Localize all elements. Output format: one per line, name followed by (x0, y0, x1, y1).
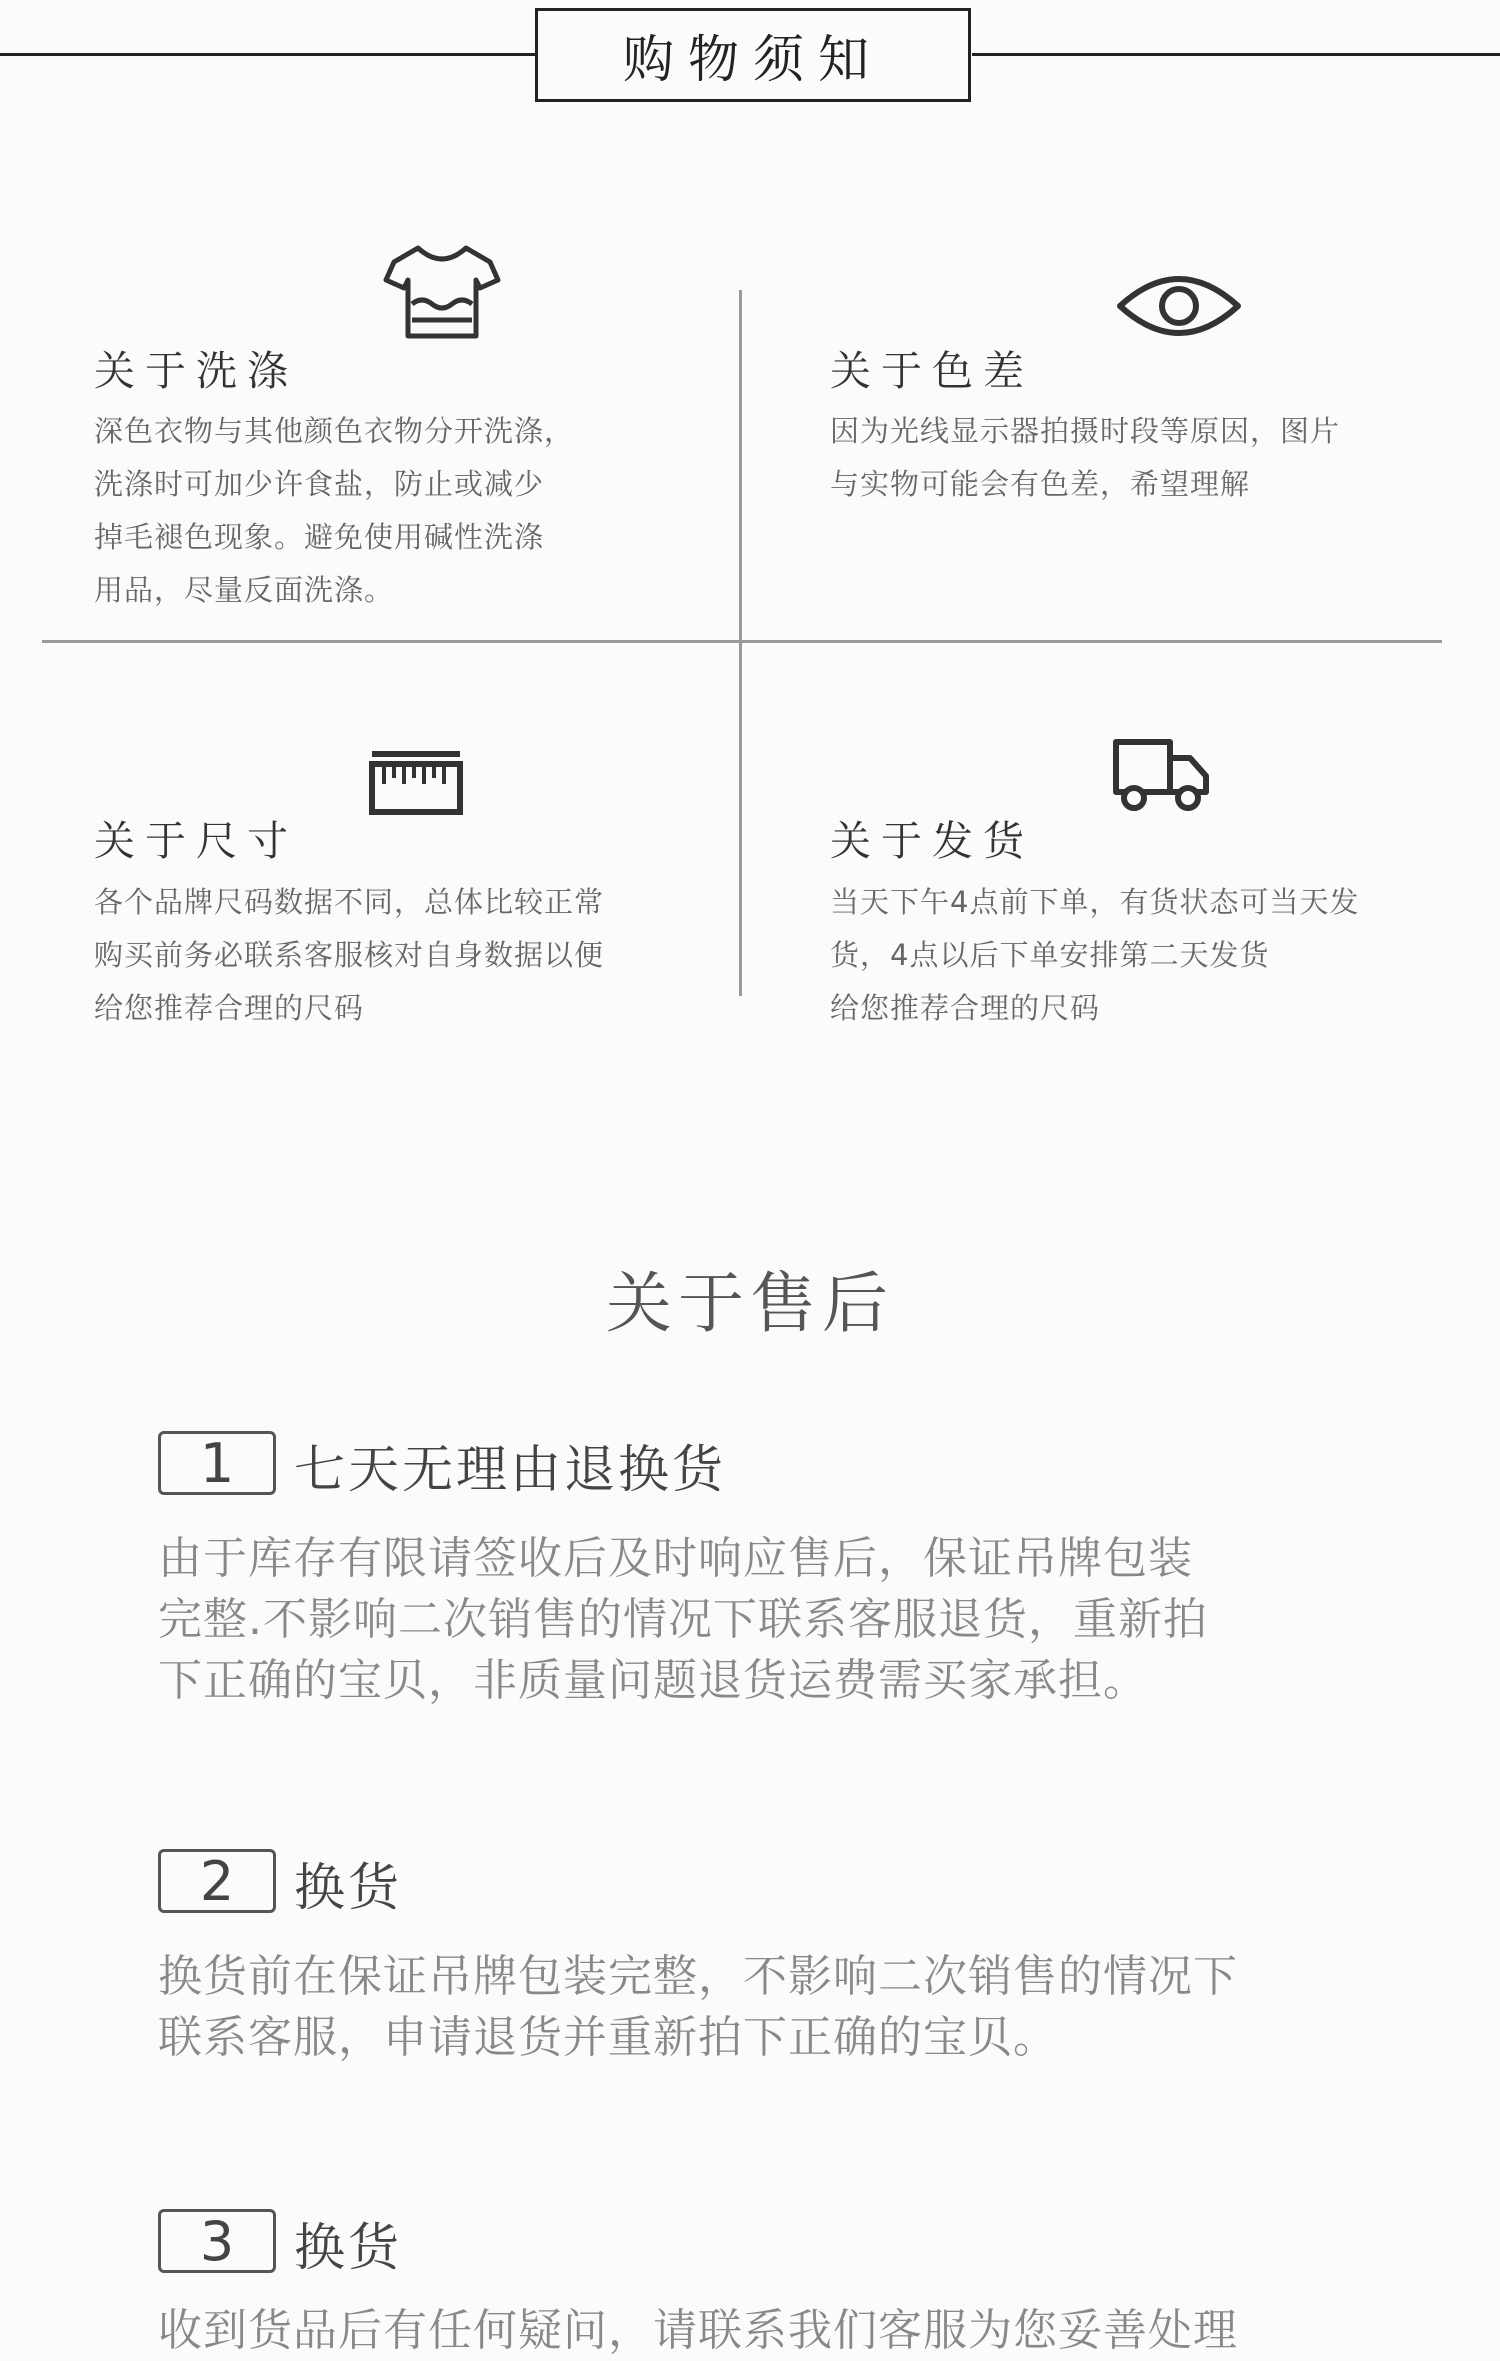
notice-line: 洗涤时可加少许食盐，防止或减少 (94, 467, 545, 501)
notice-line: 用品，尽量反面洗涤。 (94, 573, 395, 607)
item-line: 下正确的宝贝，非质量问题退货运费需买家承担。 (158, 1655, 1148, 1706)
ruler-icon (368, 750, 464, 818)
notice-title-washing: 关于洗涤 (94, 347, 298, 395)
grid-horizontal-divider (42, 640, 1442, 643)
item-number-badge: 2 (158, 1849, 276, 1913)
notice-title-shipping: 关于发货 (830, 817, 1034, 865)
notice-line: 掉毛褪色现象。避免使用碱性洗涤 (94, 520, 545, 554)
notice-line: 深色衣物与其他颜色衣物分开洗涤， (94, 414, 575, 448)
item-line: 联系客服，申请退货并重新拍下正确的宝贝。 (158, 2012, 1058, 2063)
item-number-badge: 1 (158, 1431, 276, 1495)
page-title: 购物须知 (535, 8, 971, 102)
item-line: 收到货品后有任何疑问，请联系我们客服为您妥善处理 (158, 2305, 1238, 2356)
notice-body-size (94, 876, 604, 1035)
notice-body-washing (94, 405, 574, 617)
notice-line: 与实物可能会有色差，希望理解 (830, 467, 1251, 501)
tshirt-wash-icon (382, 240, 502, 344)
notice-body-color (830, 405, 1340, 511)
item-line: 由于库存有限请签收后及时响应售后，保证吊牌包装 (158, 1533, 1193, 1584)
notice-line: 当天下午4点前下单，有货状态可当天发 (830, 885, 1360, 919)
notice-line: 因为光线显示器拍摄时段等原因，图片 (830, 414, 1341, 448)
header-rule-left (0, 53, 536, 56)
item-body (158, 2300, 1238, 2361)
notice-line: 购买前务必联系客服核对自身数据以便 (94, 938, 605, 972)
item-title: 换货 (294, 2219, 403, 2278)
grid-vertical-divider (739, 290, 742, 996)
truck-icon (1110, 736, 1212, 816)
notice-line: 给您推荐合理的尺码 (94, 991, 365, 1025)
item-line: 换货前在保证吊牌包装完整，不影响二次销售的情况下 (158, 1951, 1238, 2002)
notice-line: 给您推荐合理的尺码 (830, 991, 1101, 1025)
notice-line: 货，4点以后下单安排第二天发货 (830, 938, 1270, 972)
item-body (158, 1946, 1238, 2068)
item-line: 完整.不影响二次销售的情况下联系客服退货，重新拍 (158, 1594, 1208, 1645)
notice-title-color: 关于色差 (830, 347, 1034, 395)
notice-title-size: 关于尺寸 (94, 817, 298, 865)
item-body (158, 1528, 1208, 1711)
eye-icon (1116, 266, 1242, 346)
item-number-badge: 3 (158, 2209, 276, 2273)
item-title: 七天无理由退换货 (294, 1441, 727, 1500)
item-title: 换货 (294, 1859, 403, 1918)
notice-line: 各个品牌尺码数据不同，总体比较正常 (94, 885, 605, 919)
notice-body-shipping (830, 876, 1359, 1035)
header-rule-right (972, 53, 1500, 56)
after-sales-title: 关于售后 (606, 1265, 894, 1342)
